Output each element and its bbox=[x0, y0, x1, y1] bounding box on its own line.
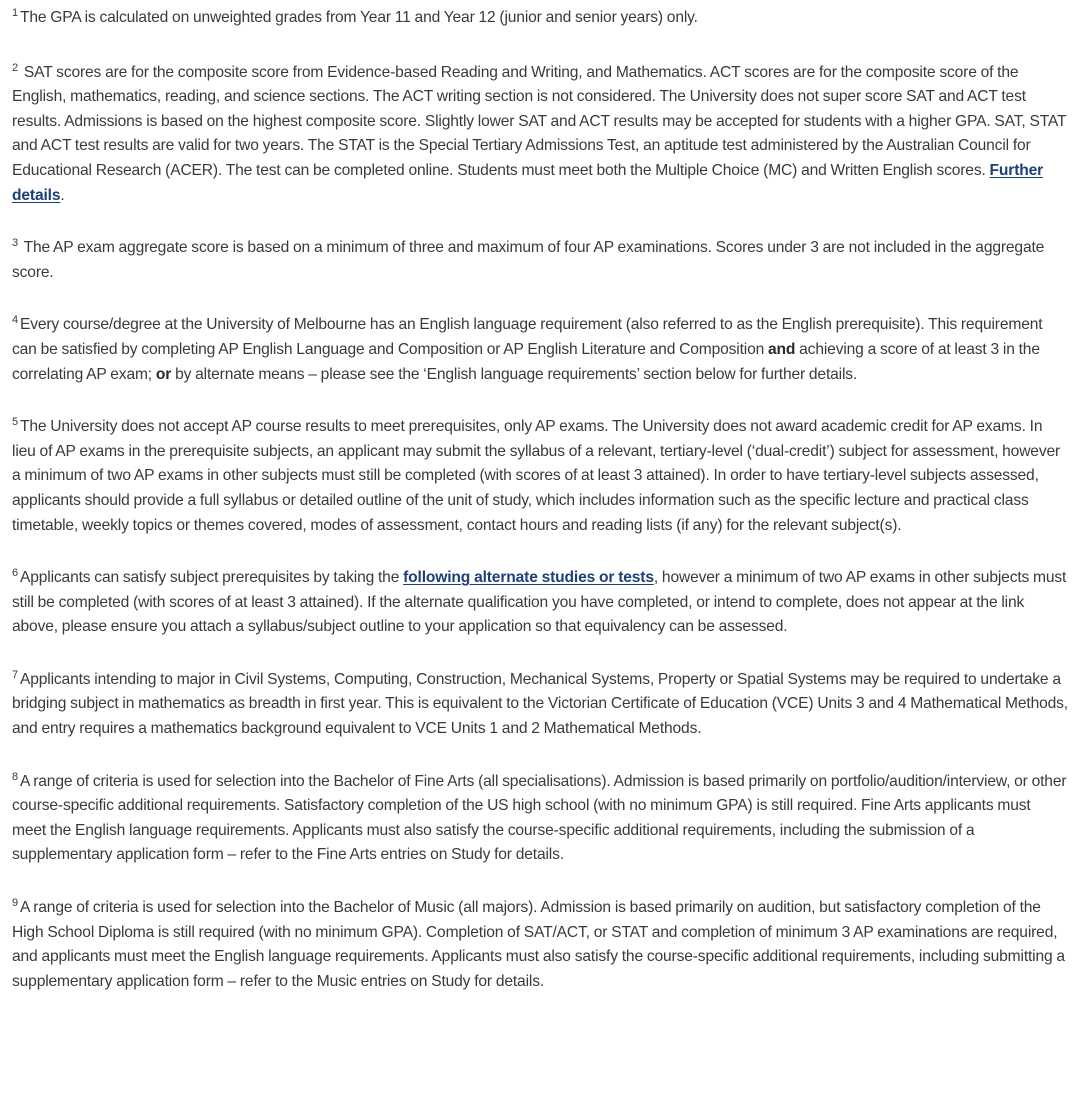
footnote-marker: 5 bbox=[12, 416, 18, 429]
footnote-text: achieving a score of at least 3 in the correlating AP exam; bbox=[12, 340, 1040, 383]
footnote-text: A range of criteria is used for selection into the Bachelor of Fine Arts (all specialisations). Admission is based primarily on portfolio/audition/interview, or other course-specific additional requirements. Satisfactory completion of the US high school (with no minimum GPA) is still required. Fine Arts applicants must meet the English language requirements. Applicants must also satisfy the course-specific additional requirements, including the submission of a supplementary application form – refer to the Fine Arts entries on Study for details. bbox=[12, 772, 1067, 864]
footnote-marker: 6 bbox=[12, 567, 18, 580]
footnote-text-end: . bbox=[60, 186, 65, 204]
footnote-2 bbox=[12, 61, 1068, 209]
footnote-3 bbox=[12, 236, 1068, 285]
footnote-text: by alternate means – please see the ‘English language requirements’ section below for further details. bbox=[171, 365, 858, 383]
footnote-text: The AP exam aggregate score is based on a minimum of three and maximum of four AP examinations. Scores under 3 are not included in the aggregate score. bbox=[12, 239, 1045, 281]
footnote-marker: 3 bbox=[12, 237, 18, 250]
footnote-8 bbox=[12, 770, 1068, 868]
emphasis-and: and bbox=[768, 340, 796, 358]
footnote-4 bbox=[12, 313, 1068, 387]
footnote-text: Applicants intending to major in Civil Systems, Computing, Construction, Mechanical Systems, Property or Spatial Systems may be required to undertake a bridging subject in mathematics as breadth in first year. This is equivalent to the Victorian Certificate of Education (VCE) Units 3 and 4 Mathematical Methods, and entry requires a mathematics background equivalent to VCE Units 1 and 2 Mathematical Methods. bbox=[12, 670, 1068, 738]
footnote-text: The University does not accept AP course results to meet prerequisites, only AP exams. The University does not award academic credit for AP exams. In lieu of AP exams in the prerequisite subjects, an applicant may submit the syllabus of a relevant, tertiary-level (‘dual-credit’) subject for assessment, however a minimum of two AP exams in other subjects must still be completed (with scores of at least 3 attained). In order to have tertiary-level subjects assessed, applicants should provide a full syllabus or detailed outline of the unit of study, which includes information such as the specific lecture and practical class timetable, weekly topics or themes covered, modes of assessment, contact hours and reading lists (if any) for the relevant subject(s). bbox=[12, 418, 1061, 534]
footnote-5 bbox=[12, 415, 1068, 538]
footnote-text: A range of criteria is used for selection into the Bachelor of Music (all majors). Admission is based primarily on audition, but satisfactory completion of the High School Diploma is still required (with no minimum GPA). Completion of SAT/ACT, or STAT and completion of minimum 3 AP examinations are required, and applicants must meet the English language requirements. Applicants must also satisfy the course-specific additional requirements, including submitting a supplementary application form – refer to the Music entries on Study for details. bbox=[12, 899, 1065, 990]
footnote-text: Every course/degree at the University of Melbourne has an English language requirement (also referred to as the English prerequisite). This requirement can be satisfied by completing AP English Language and Composition or AP English Literature and Composition bbox=[12, 316, 1043, 358]
footnote-marker: 2 bbox=[12, 61, 18, 74]
footnote-marker: 8 bbox=[12, 770, 18, 783]
footnote-6 bbox=[12, 566, 1068, 640]
alternate-studies-link[interactable]: following alternate studies or tests bbox=[403, 569, 654, 587]
footnote-text: SAT scores are for the composite score from Evidence-based Reading and Writing, and Mathematics. ACT scores are for the composite score of the English, mathematics, reading, and science sections. The ACT writing section is not considered. The University does not super score SAT and ACT test results. Admissions is based on the highest composite score. Slightly lower SAT and ACT results may be accepted for students with a higher GPA. SAT, STAT and ACT test results are valid for two years. The STAT is the Special Tertiary Admissions Test, an aptitude test administered by the Australian Council for Educational Research (ACER). The test can be completed online. Students must meet both the Multiple Choice (MC) and Written English scores. bbox=[12, 63, 1067, 179]
footnote-1 bbox=[12, 6, 1068, 31]
footnote-marker: 7 bbox=[12, 668, 18, 681]
footnote-text: Applicants can satisfy subject prerequisites by taking the bbox=[19, 569, 404, 587]
footnote-7 bbox=[12, 668, 1068, 742]
further-details-link[interactable]: Further details bbox=[12, 161, 1044, 204]
footnote-9 bbox=[12, 896, 1068, 994]
footnote-marker: 1 bbox=[12, 7, 18, 19]
emphasis-or: or bbox=[155, 365, 172, 383]
footnote-marker: 4 bbox=[12, 314, 18, 327]
footnote-marker: 9 bbox=[12, 897, 18, 910]
footnote-text: The GPA is calculated on unweighted grades from Year 11 and Year 12 (junior and senior years) only. bbox=[19, 9, 698, 26]
footnote-text: , however a minimum of two AP exams in other subjects must still be completed (with scores of at least 3 attained). If the alternate qualification you have completed, or intend to complete, does not appear at the link above, please ensure you attach a syllabus/subject outline to your application so that equivalency can be assessed. bbox=[12, 569, 1067, 636]
